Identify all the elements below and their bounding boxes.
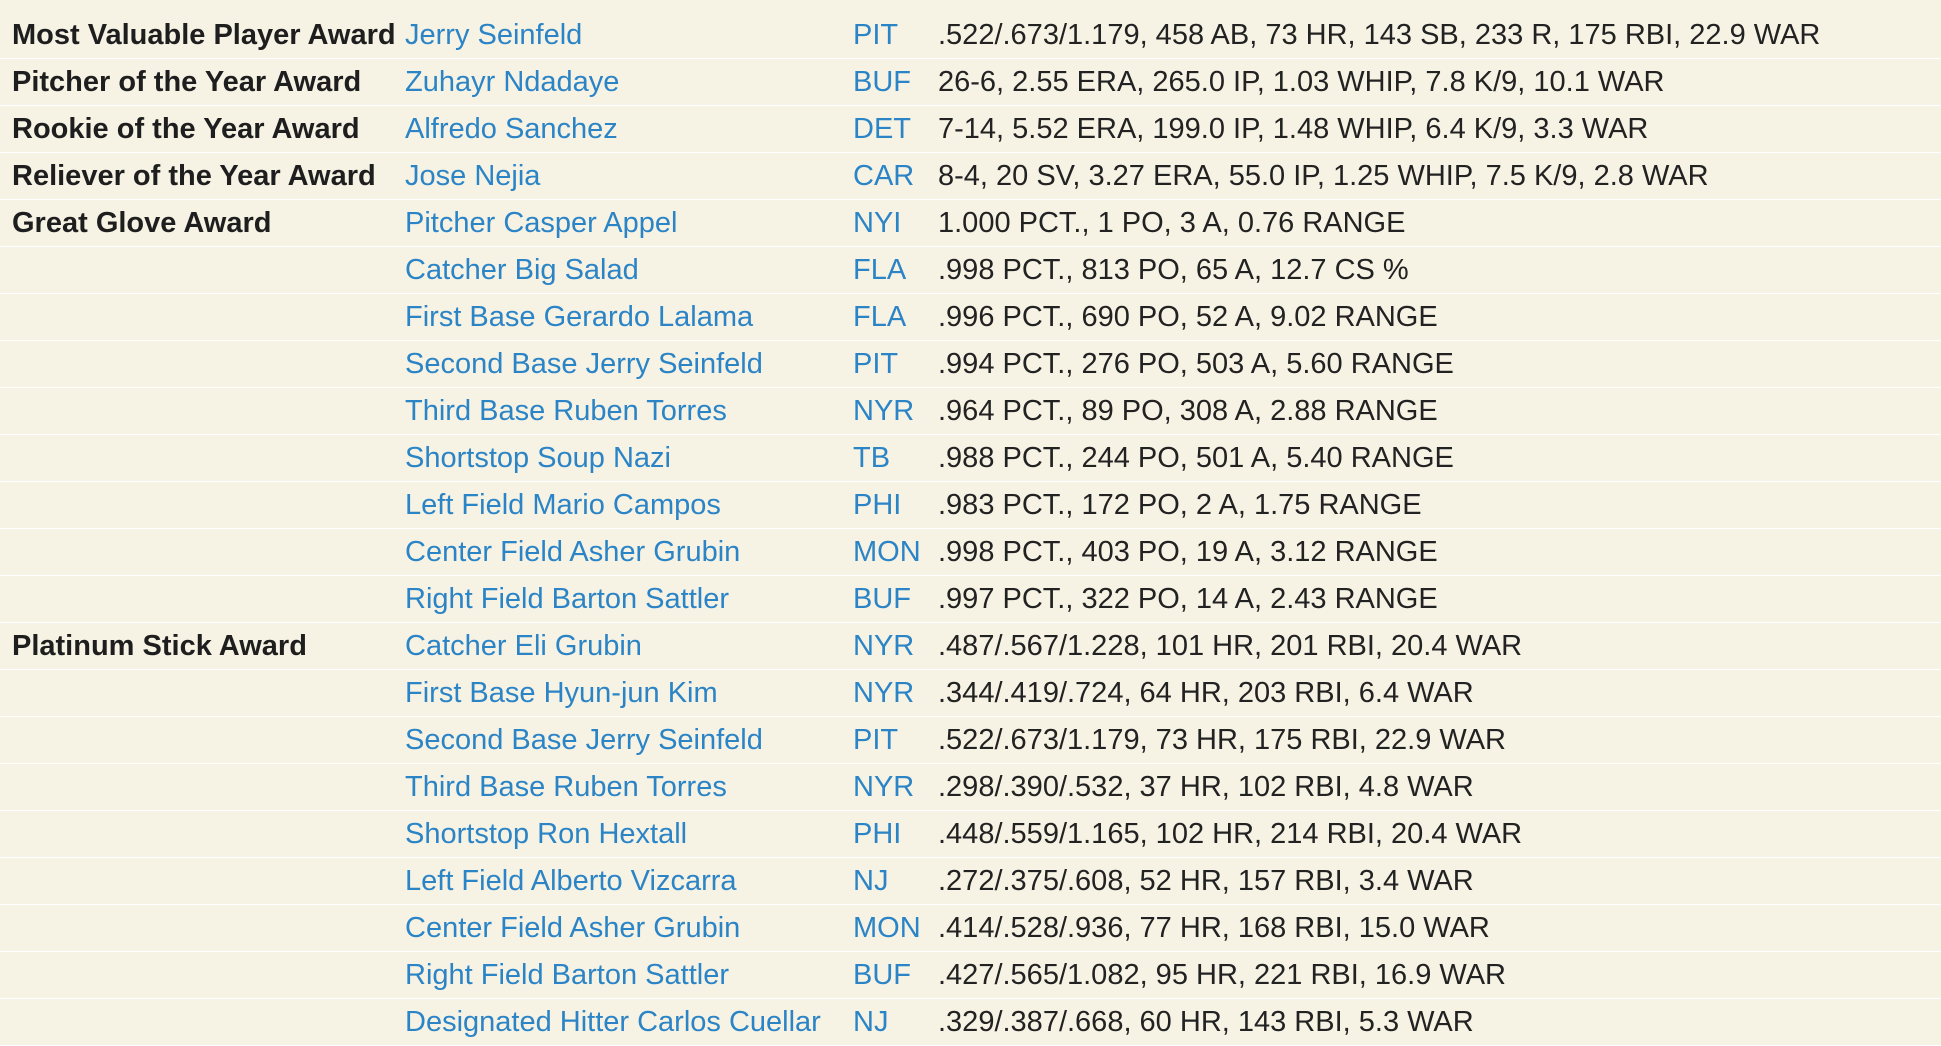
player-link[interactable]: Designated Hitter Carlos Cuellar <box>405 999 853 1046</box>
player-link[interactable]: Right Field Barton Sattler <box>405 952 853 999</box>
stat-line: 1.000 PCT., 1 PO, 3 A, 0.76 RANGE <box>938 200 1941 247</box>
award-row <box>0 106 1941 153</box>
awards-table <box>0 12 1941 1046</box>
team-link[interactable]: FLA <box>853 294 938 341</box>
award-row <box>0 858 1941 905</box>
award-row <box>0 247 1941 294</box>
player-link[interactable]: Left Field Mario Campos <box>405 482 853 529</box>
award-row <box>0 764 1941 811</box>
player-link[interactable]: Catcher Big Salad <box>405 247 853 294</box>
award-name: Rookie of the Year Award <box>0 106 405 153</box>
stat-line: .522/.673/1.179, 458 AB, 73 HR, 143 SB, 233 R, 175 RBI, 22.9 WAR <box>938 12 1941 59</box>
stat-line: .996 PCT., 690 PO, 52 A, 9.02 RANGE <box>938 294 1941 341</box>
team-link[interactable]: DET <box>853 106 938 153</box>
team-link[interactable]: BUF <box>853 952 938 999</box>
stat-line: .427/.565/1.082, 95 HR, 221 RBI, 16.9 WAR <box>938 952 1941 999</box>
stat-line: .983 PCT., 172 PO, 2 A, 1.75 RANGE <box>938 482 1941 529</box>
award-name <box>0 529 405 576</box>
award-name: Most Valuable Player Award <box>0 12 405 59</box>
player-link[interactable]: Third Base Ruben Torres <box>405 388 853 435</box>
award-name <box>0 952 405 999</box>
award-row <box>0 482 1941 529</box>
award-name <box>0 811 405 858</box>
award-row <box>0 200 1941 247</box>
stat-line: .298/.390/.532, 37 HR, 102 RBI, 4.8 WAR <box>938 764 1941 811</box>
award-row <box>0 59 1941 106</box>
player-link[interactable]: Jose Nejia <box>405 153 853 200</box>
award-row <box>0 623 1941 670</box>
award-row <box>0 811 1941 858</box>
stat-line: .994 PCT., 276 PO, 503 A, 5.60 RANGE <box>938 341 1941 388</box>
awards-table-body <box>0 12 1941 1046</box>
award-row <box>0 670 1941 717</box>
team-link[interactable]: NYR <box>853 388 938 435</box>
team-link[interactable]: PHI <box>853 811 938 858</box>
team-link[interactable]: PIT <box>853 717 938 764</box>
award-row <box>0 576 1941 623</box>
stat-line: .964 PCT., 89 PO, 308 A, 2.88 RANGE <box>938 388 1941 435</box>
team-link[interactable]: PIT <box>853 12 938 59</box>
award-name: Platinum Stick Award <box>0 623 405 670</box>
stat-line: .448/.559/1.165, 102 HR, 214 RBI, 20.4 WAR <box>938 811 1941 858</box>
award-row <box>0 153 1941 200</box>
player-link[interactable]: Third Base Ruben Torres <box>405 764 853 811</box>
team-link[interactable]: BUF <box>853 59 938 106</box>
player-link[interactable]: Pitcher Casper Appel <box>405 200 853 247</box>
team-link[interactable]: FLA <box>853 247 938 294</box>
team-link[interactable]: NYR <box>853 764 938 811</box>
team-link[interactable]: MON <box>853 529 938 576</box>
team-link[interactable]: TB <box>853 435 938 482</box>
player-link[interactable]: Shortstop Soup Nazi <box>405 435 853 482</box>
award-row <box>0 952 1941 999</box>
player-link[interactable]: Catcher Eli Grubin <box>405 623 853 670</box>
team-link[interactable]: NYR <box>853 623 938 670</box>
award-row <box>0 388 1941 435</box>
player-link[interactable]: Shortstop Ron Hextall <box>405 811 853 858</box>
award-row <box>0 341 1941 388</box>
player-link[interactable]: Center Field Asher Grubin <box>405 905 853 952</box>
award-row <box>0 294 1941 341</box>
award-row <box>0 12 1941 59</box>
award-name <box>0 435 405 482</box>
award-name <box>0 905 405 952</box>
award-row <box>0 999 1941 1046</box>
stat-line: .988 PCT., 244 PO, 501 A, 5.40 RANGE <box>938 435 1941 482</box>
award-row <box>0 435 1941 482</box>
award-name <box>0 247 405 294</box>
stat-line: .344/.419/.724, 64 HR, 203 RBI, 6.4 WAR <box>938 670 1941 717</box>
team-link[interactable]: BUF <box>853 576 938 623</box>
player-link[interactable]: Second Base Jerry Seinfeld <box>405 341 853 388</box>
player-link[interactable]: Left Field Alberto Vizcarra <box>405 858 853 905</box>
stat-line: .329/.387/.668, 60 HR, 143 RBI, 5.3 WAR <box>938 999 1941 1046</box>
award-name <box>0 858 405 905</box>
award-row <box>0 717 1941 764</box>
player-link[interactable]: Right Field Barton Sattler <box>405 576 853 623</box>
team-link[interactable]: PIT <box>853 341 938 388</box>
award-row <box>0 529 1941 576</box>
award-name: Great Glove Award <box>0 200 405 247</box>
team-link[interactable]: NYR <box>853 670 938 717</box>
stat-line: .272/.375/.608, 52 HR, 157 RBI, 3.4 WAR <box>938 858 1941 905</box>
player-link[interactable]: Second Base Jerry Seinfeld <box>405 717 853 764</box>
player-link[interactable]: Alfredo Sanchez <box>405 106 853 153</box>
award-name <box>0 999 405 1046</box>
team-link[interactable]: PHI <box>853 482 938 529</box>
award-row <box>0 905 1941 952</box>
award-name <box>0 764 405 811</box>
team-link[interactable]: NJ <box>853 999 938 1046</box>
stat-line: .487/.567/1.228, 101 HR, 201 RBI, 20.4 WAR <box>938 623 1941 670</box>
team-link[interactable]: NJ <box>853 858 938 905</box>
award-name <box>0 388 405 435</box>
stat-line: .998 PCT., 403 PO, 19 A, 3.12 RANGE <box>938 529 1941 576</box>
award-name <box>0 576 405 623</box>
player-link[interactable]: Center Field Asher Grubin <box>405 529 853 576</box>
player-link[interactable]: First Base Hyun-jun Kim <box>405 670 853 717</box>
stat-line: 7-14, 5.52 ERA, 199.0 IP, 1.48 WHIP, 6.4 K/9, 3.3 WAR <box>938 106 1941 153</box>
stat-line: .522/.673/1.179, 73 HR, 175 RBI, 22.9 WAR <box>938 717 1941 764</box>
award-name: Pitcher of the Year Award <box>0 59 405 106</box>
award-name <box>0 670 405 717</box>
team-link[interactable]: CAR <box>853 153 938 200</box>
team-link[interactable]: MON <box>853 905 938 952</box>
team-link[interactable]: NYI <box>853 200 938 247</box>
stat-line: 26-6, 2.55 ERA, 265.0 IP, 1.03 WHIP, 7.8 K/9, 10.1 WAR <box>938 59 1941 106</box>
stat-line: .997 PCT., 322 PO, 14 A, 2.43 RANGE <box>938 576 1941 623</box>
player-link[interactable]: First Base Gerardo Lalama <box>405 294 853 341</box>
award-name <box>0 717 405 764</box>
award-name <box>0 294 405 341</box>
award-name <box>0 341 405 388</box>
award-name <box>0 482 405 529</box>
stat-line: 8-4, 20 SV, 3.27 ERA, 55.0 IP, 1.25 WHIP, 7.5 K/9, 2.8 WAR <box>938 153 1941 200</box>
player-link[interactable]: Zuhayr Ndadaye <box>405 59 853 106</box>
stat-line: .998 PCT., 813 PO, 65 A, 12.7 CS % <box>938 247 1941 294</box>
stat-line: .414/.528/.936, 77 HR, 168 RBI, 15.0 WAR <box>938 905 1941 952</box>
player-link[interactable]: Jerry Seinfeld <box>405 12 853 59</box>
award-name: Reliever of the Year Award <box>0 153 405 200</box>
